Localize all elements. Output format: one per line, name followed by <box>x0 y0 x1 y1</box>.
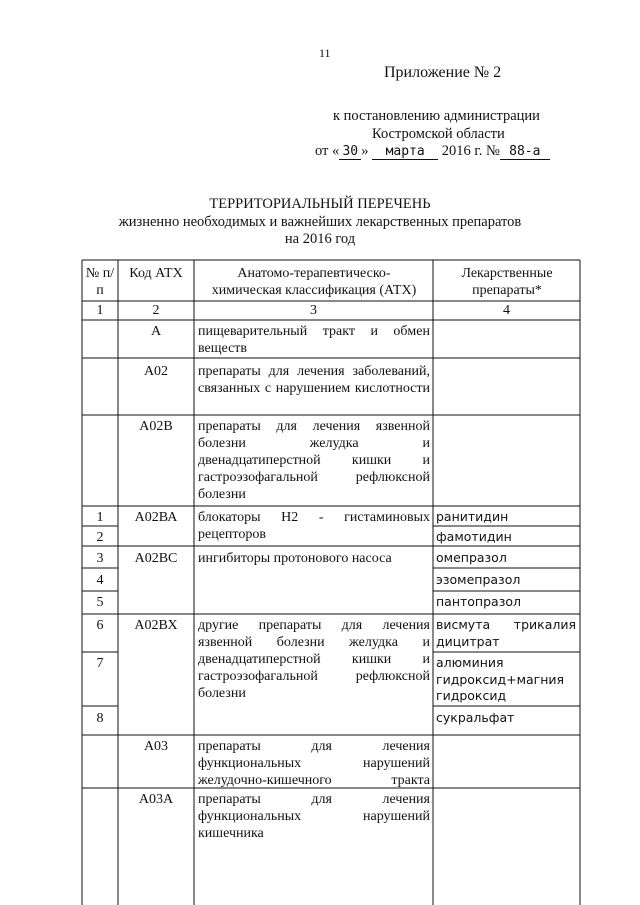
atc-description: пищеварительный тракт и обмен веществ <box>198 324 430 356</box>
item-number: 2 <box>96 530 104 545</box>
item-number: 4 <box>96 573 104 588</box>
atc-code: А02ВС <box>134 551 178 566</box>
atc-code: А02ВХ <box>134 618 178 633</box>
header-num: № п/п <box>85 266 115 298</box>
drug-name: пантопразол <box>436 594 521 609</box>
handwritten-day: 30 <box>339 144 361 160</box>
drug-name: омепразол <box>436 550 507 565</box>
atc-description: препараты для лечения функциональных нарушений кишечника <box>198 792 430 841</box>
item-number: 5 <box>96 595 104 610</box>
header-class: Анатомо-терапевтическо-химическая классификация (АТХ) <box>211 266 417 298</box>
document-title: ТЕРРИТОРИАЛЬНЫЙ ПЕРЕЧЕНЬ <box>209 196 431 212</box>
atc-code: А02 <box>143 364 169 379</box>
atc-description: препараты для лечения заболеваний, связанных с нарушением кислотности <box>198 364 430 396</box>
drug-name: сукральфат <box>436 710 515 725</box>
col-number-3: 3 <box>310 303 317 318</box>
item-number: 6 <box>96 618 104 633</box>
date-year: 2016 г. № <box>441 143 500 159</box>
date-mid: » <box>361 143 369 159</box>
header-drugs: Лекарственные препараты* <box>461 266 553 298</box>
col-number-2: 2 <box>152 303 160 318</box>
page-number: 11 <box>319 46 331 60</box>
decree-line-1: к постановлению администрации <box>333 108 540 124</box>
atc-code: А <box>150 324 162 339</box>
drug-name: эзомепразол <box>436 572 521 587</box>
drug-name: ранитидин <box>436 509 509 524</box>
col-number-1: 1 <box>96 303 104 318</box>
item-number: 7 <box>96 656 104 671</box>
atc-description: препараты для лечения функциональных нарушений желудочно-кишечного тракта <box>198 739 430 788</box>
col-number-4: 4 <box>503 303 510 318</box>
decree-line-2: Костромской области <box>372 126 505 142</box>
drug-name: алюминия гидроксид+магния гидроксид <box>436 655 565 703</box>
date-prefix: от « <box>315 143 340 159</box>
atc-code: А03 <box>143 739 169 754</box>
atc-code: А02В <box>139 419 173 434</box>
atc-description: блокаторы Н2 - гистаминовых рецепторов <box>198 510 430 542</box>
drug-name: фамотидин <box>436 529 512 544</box>
atc-code: А03А <box>138 792 174 807</box>
item-number: 3 <box>96 551 104 566</box>
document-subtitle: жизненно необходимых и важнейших лекарственных препаратов <box>118 214 522 230</box>
atc-description: другие препараты для лечения язвенной болезни желудка и двенадцатиперстной кишки и гастроэзофагальной рефлюксной болезни <box>198 618 430 701</box>
header-code: Код АТХ <box>129 266 183 281</box>
drug-name: висмута трикалия дицитрат <box>436 617 576 649</box>
handwritten-number: 88-а <box>500 144 550 160</box>
atc-description: препараты для лечения язвенной болезни желудка и двенадцатиперстной кишки и гастроэзофагальной рефлюксной болезни <box>198 419 430 502</box>
item-number: 1 <box>96 510 104 525</box>
atc-code: А02ВА <box>134 510 178 525</box>
appendix-title: Приложение № 2 <box>384 64 502 81</box>
handwritten-month: марта <box>372 144 438 160</box>
document-year: на 2016 год <box>284 231 356 247</box>
atc-description: ингибиторы протонового насоса <box>198 551 392 566</box>
item-number: 8 <box>96 711 104 726</box>
